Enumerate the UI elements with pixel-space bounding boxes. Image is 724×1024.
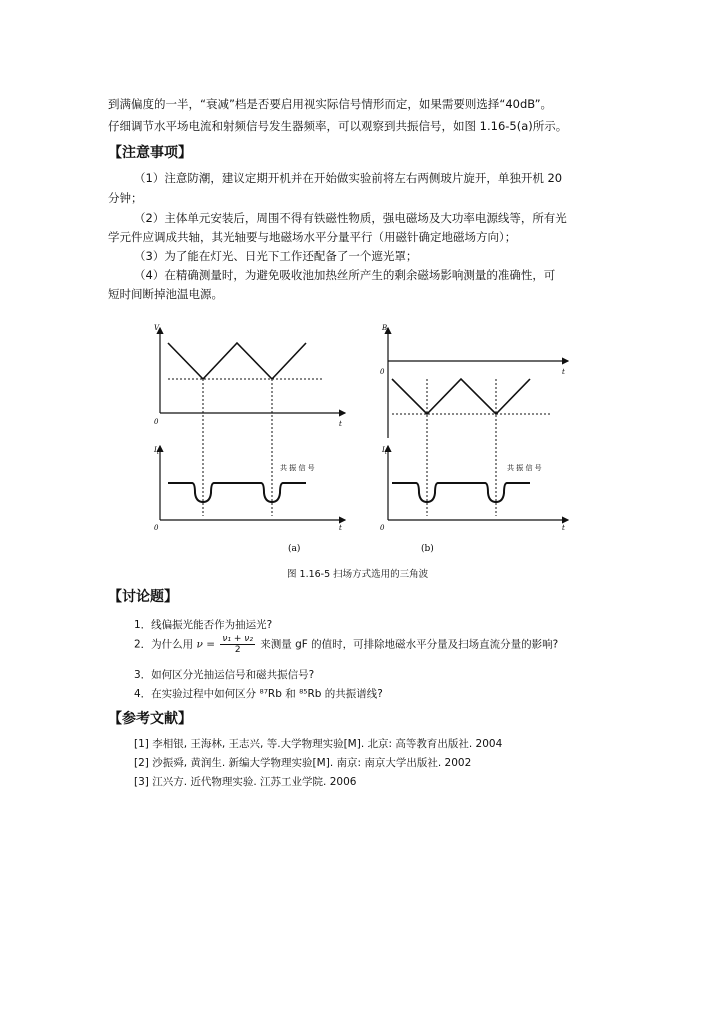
- note-line: 短时间断掉池温电源。: [108, 287, 223, 301]
- panel-b-top-y-label: B: [382, 324, 388, 332]
- question-4: 4．在实验过程中如何区分 ⁸⁷Rb 和 ⁸⁵Rb 的共振谱线?: [134, 688, 383, 700]
- intro-line-1: 到满偏度的一半，“衰减”档是否要启用视实际信号情形而定，如果需要则选择“40dB”。: [108, 97, 553, 111]
- question-2-prefix: 2．为什么用: [134, 638, 194, 651]
- question-1: 1．线偏振光能否作为抽运光?: [134, 619, 273, 631]
- panel-b-top-x-label: t: [562, 368, 565, 376]
- note-line: （2）主体单元安装后，周围不得有铁磁性物质，强电磁场及大功率电源线等，所有光: [134, 211, 567, 225]
- question-2-suffix: 来测量 gF 的值时，可排除地磁水平分量及扫场直流分量的影响?: [260, 638, 559, 651]
- note-line: （1）注意防潮，建议定期开机并在开始做实验前将左右两侧玻片旋开，单独开机 20: [134, 171, 563, 185]
- question-2: [134, 634, 558, 655]
- panel-b: [380, 324, 568, 554]
- panel-b-bottom-origin: 0: [380, 524, 385, 532]
- discussion-heading: 【讨论题】: [108, 589, 178, 605]
- note-line: 分钟；: [108, 191, 143, 205]
- panel-a-label: (a): [288, 544, 301, 554]
- panel-b-label: (b): [421, 544, 434, 554]
- panel-a-triangle-wave: [168, 343, 306, 379]
- formula-denominator: 2: [234, 645, 241, 655]
- note-line: （4）在精确测量时，为避免吸收池加热丝所产生的剩余磁场影响测量的准确性，可: [134, 268, 556, 282]
- notes-heading: 【注意事项】: [108, 145, 192, 161]
- panel-a-top-origin: 0: [154, 418, 159, 426]
- panel-a: [153, 324, 345, 554]
- panel-a-bottom-y-label: $I_t$: [154, 446, 159, 456]
- question-3: 3．如何区分光抽运信号和磁共振信号?: [134, 669, 315, 681]
- formula-fraction: [220, 634, 255, 655]
- intro-line-2: 仔细调节水平场电流和射频信号发生器频率，可以观察到共振信号，如图 1.16-5(a)所示。: [108, 119, 568, 133]
- note-line: 学元件应调成共轴，其光轴要与地磁场水平分量平行（用磁针确定地磁场方向）；: [108, 230, 517, 244]
- formula-numerator: ν₁ + ν₂: [222, 634, 253, 644]
- panel-b-resonance-signal: [392, 483, 530, 502]
- triangle-wave-figure: [140, 318, 580, 566]
- reference-item: [1] 李相银, 王海林, 王志兴, 等.大学物理实验[M]. 北京: 高等教育出版社. 2004: [134, 738, 503, 750]
- panel-b-bottom-x-label: t: [562, 524, 565, 532]
- panel-a-bottom-origin: 0: [154, 524, 159, 532]
- figure-caption: 图 1.16-5 扫场方式选用的三角波: [287, 569, 429, 580]
- reference-item: [3] 江兴方. 近代物理实验. 江苏工业学院. 2006: [134, 776, 357, 788]
- panel-a-top-y-label: V: [154, 324, 160, 332]
- references-heading: 【参考文献】: [108, 711, 192, 727]
- panel-b-triangle-wave: [392, 379, 530, 414]
- panel-a-bottom-x-label: t: [339, 524, 342, 532]
- panel-b-top-origin: 0: [380, 368, 385, 376]
- panel-b-annotation: 共 振 信 号: [507, 464, 542, 472]
- note-line: （3）为了能在灯光、日光下工作还配备了一个遮光罩；: [134, 249, 418, 263]
- panel-a-top-x-label: t: [339, 420, 342, 428]
- panel-b-bottom-y-label: $I_t$: [382, 446, 387, 456]
- panel-a-annotation: 共 振 信 号: [280, 464, 315, 472]
- formula-lhs: ν =: [196, 638, 216, 651]
- panel-a-resonance-signal: [168, 483, 306, 502]
- reference-item: [2] 沙振舜, 黄润生. 新编大学物理实验[M]. 南京: 南京大学出版社. 2002: [134, 757, 472, 769]
